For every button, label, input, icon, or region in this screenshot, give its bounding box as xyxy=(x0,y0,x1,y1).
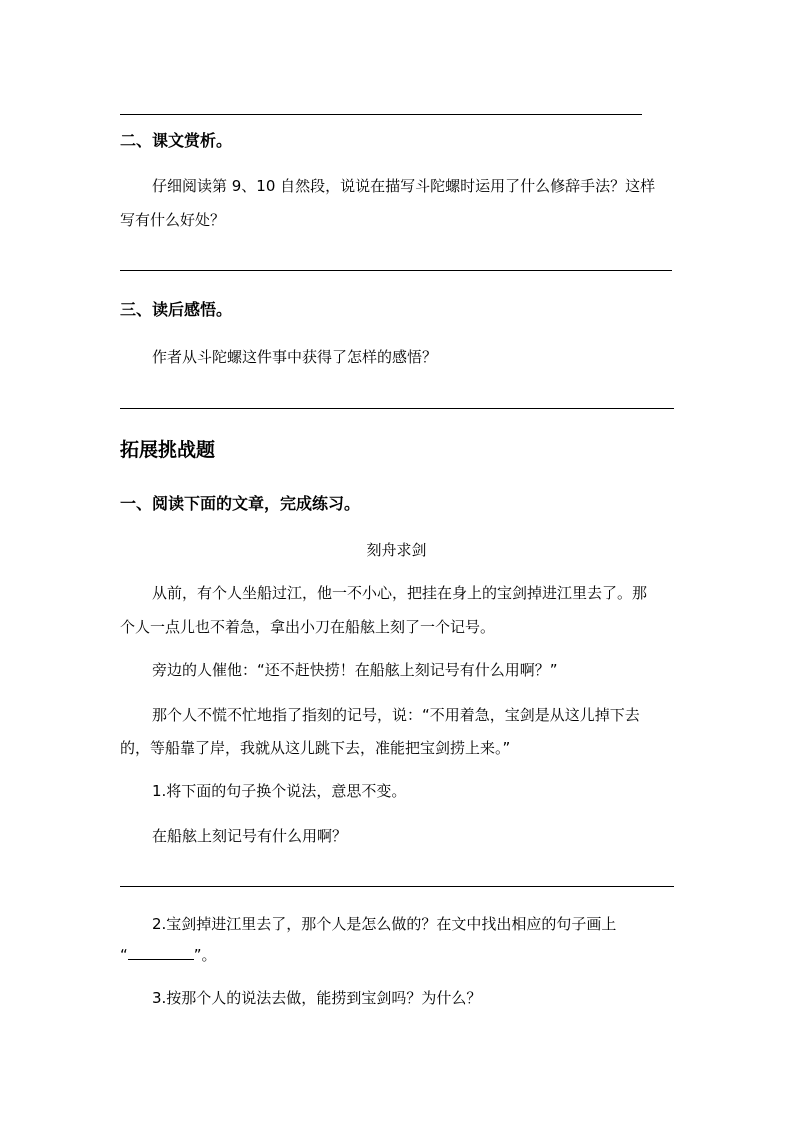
passage-paragraph: 那个人不慌不忙地指了指刻的记号，说：“不用着急，宝剑是从这儿掉下去 xyxy=(152,706,640,724)
passage-title: 刻舟求剑 xyxy=(366,541,427,559)
question-2-blank-line xyxy=(120,944,217,966)
section-heading-reading: 一、阅读下面的文章，完成练习。 xyxy=(120,494,361,513)
question-1-sentence: 在船舷上刻记号有什么用啊？ xyxy=(152,827,348,845)
question-3: 3.按那个人的说法去做，能捞到宝剑吗？为什么？ xyxy=(152,989,482,1007)
question-2: 2.宝剑掉进江里去了，那个人是怎么做的？在文中找出相应的句子画上 xyxy=(152,915,617,933)
quote-open: “ xyxy=(120,946,128,964)
question-text-continued: 写有什么好处？ xyxy=(120,211,226,229)
passage-paragraph-continued: 个人一点儿也不着急，拿出小刀在船舷上刻了一个记号。 xyxy=(120,618,496,636)
underline-blank xyxy=(128,947,194,960)
answer-line xyxy=(120,270,672,271)
quote-close: ”。 xyxy=(193,946,217,964)
extension-title: 拓展挑战题 xyxy=(120,439,216,461)
passage-paragraph-continued: 的，等船靠了岸，我就从这儿跳下去，准能把宝剑捞上来。” xyxy=(120,739,511,757)
section-heading-reflection: 三、读后感悟。 xyxy=(120,300,233,319)
question-1: 1.将下面的句子换个说法，意思不变。 xyxy=(152,782,407,800)
answer-line xyxy=(120,114,642,115)
passage-paragraph: 从前，有个人坐船过江，他一不小心，把挂在身上的宝剑掉进江里去了。那 xyxy=(152,584,648,602)
answer-line xyxy=(120,408,674,409)
answer-line xyxy=(120,886,674,887)
question-text: 作者从斗陀螺这件事中获得了怎样的感悟？ xyxy=(152,348,438,366)
question-text: 仔细阅读第 9、10 自然段，说说在描写斗陀螺时运用了什么修辞手法？这样 xyxy=(152,177,656,195)
section-heading-text-appreciation: 二、课文赏析。 xyxy=(120,131,233,150)
passage-paragraph: 旁边的人催他：“还不赶快捞！在船舷上刻记号有什么用啊？” xyxy=(152,661,558,679)
